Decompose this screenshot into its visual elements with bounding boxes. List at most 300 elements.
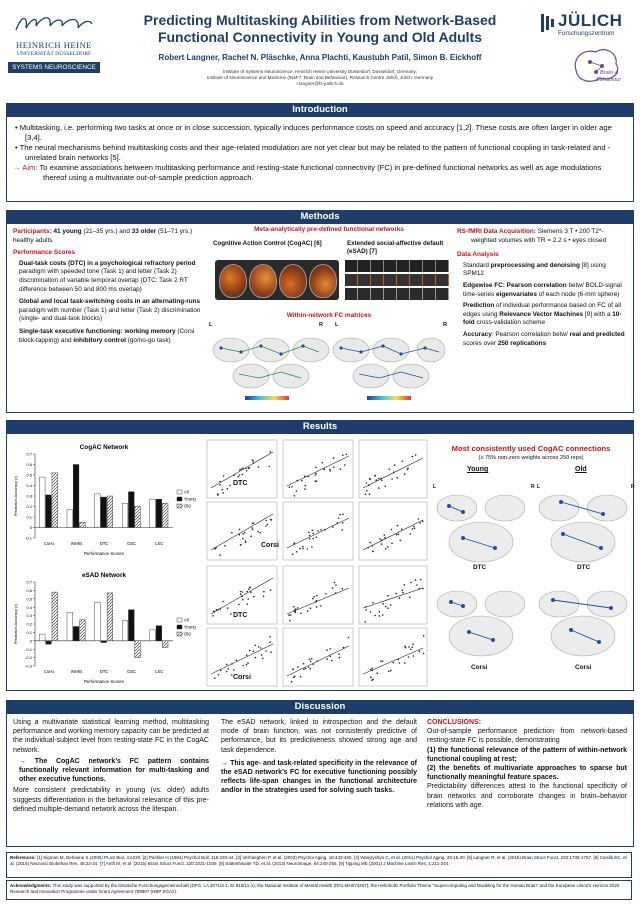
scatter-point [415, 454, 417, 456]
references-label: References: [10, 855, 36, 860]
legend-swatch [177, 632, 182, 636]
scatter-point [304, 476, 306, 478]
participants-young: 41 young [53, 228, 82, 235]
scatter-point [400, 540, 402, 542]
scatter-point [291, 486, 293, 488]
aim-arrow-icon: → [13, 163, 23, 172]
scatter-point [382, 661, 384, 663]
scatter-point [338, 517, 340, 519]
scatter-point [238, 604, 240, 606]
scatter-point [301, 480, 303, 482]
scatter-point [226, 664, 228, 666]
scatter-point [227, 607, 229, 609]
scatter-point [391, 478, 393, 480]
inm7-label-line2: Behaviour [596, 77, 622, 83]
authors: Robert Langner, Rachel N. Pläschke, Anna Plachti, Kaustubh Patil, Simon B. Eickhoff [158, 53, 482, 62]
scatter-point [342, 514, 344, 516]
connection-brains [433, 486, 633, 686]
scatter-point [387, 595, 389, 597]
scatter-point [326, 649, 328, 651]
scatter-point [379, 611, 381, 613]
references-text: [1] Sigman M, Dehaene S (2006) PLoS Biol, 4:e220. [2] Pashler H (1994) Psychol Bull, 116:220-44. [3] Verhaeghen P, et al. (2003) Psychol Aging, 18:443-460. [4] Wasylyshyn C, et al. (2011) Psychol Aging, 26:15-20. [5] Langner R, et al. (2015) Brain Struct Funct, 220:1739-1757. [6] Cieslik EC, et al. (2015) Neurosci Biobehav Rev, 48:22-34. [7] Amft M, et al. (2015) Brain Struct Funct, 220:1031-1049. [8] Satterthwaite TD, et al. (2013) NeuroImage, 64:240-256. [9] Tipping ME (2001) J Machine Learn Res, 1:211-244. [10, 855, 627, 866]
da1-post: [8] using SPM12 [463, 261, 606, 278]
scatter-point [293, 606, 295, 608]
scatter-point [398, 659, 400, 661]
cogac-brain-3 [279, 264, 307, 298]
methods-middle-column [207, 226, 451, 410]
scatter-point [292, 668, 294, 670]
scatter-point [371, 670, 373, 672]
scatter-point [342, 455, 344, 457]
data-analysis-heading: Data Analysis [457, 251, 499, 259]
y-axis-label: Prediction Accuracy (r) [13, 475, 18, 517]
cogac-label: Cognitive Action Control (CogAC) [6] [213, 240, 322, 247]
scatter-point [316, 595, 318, 597]
bar-gsc-all [122, 621, 128, 641]
conn-corsi-young-label: Corsi [471, 664, 488, 671]
scatter-point [222, 492, 224, 494]
scatter-point [412, 456, 414, 458]
da3-bold2: Relevance Vector Machines [499, 310, 584, 318]
scatter-point [309, 659, 311, 661]
discussion-box [6, 714, 634, 847]
glc-title: Global and local task-switching costs in an alternating-runs [19, 298, 201, 306]
scatter-point [258, 466, 260, 468]
bar-dtc-old [107, 593, 113, 641]
scatter-point [365, 606, 367, 608]
scatter-point [332, 526, 334, 528]
scatter-point [402, 592, 404, 594]
bar-inhib-young [73, 465, 79, 528]
old-label: Old [575, 466, 587, 473]
bar-lsc-young [156, 626, 162, 641]
scatter-point [308, 666, 310, 668]
scatter-point [340, 468, 342, 470]
scatter-point [242, 474, 244, 476]
y-tick-label: 0.4 [26, 604, 32, 610]
scatter-point [212, 615, 214, 617]
conn-dtc-young-label: DTC [473, 564, 487, 571]
scatter-point [267, 524, 269, 526]
intro-content [13, 123, 625, 183]
scatter-point [241, 595, 243, 597]
scatter-dtc-label-2: DTC [233, 612, 248, 619]
scatter-plots [205, 438, 429, 688]
scatter-point [291, 681, 293, 683]
scatter-point [297, 607, 299, 609]
scatter-point [342, 588, 344, 590]
scatter-point [290, 614, 292, 616]
scatter-point [398, 534, 400, 536]
scatter-point [289, 486, 291, 488]
scatter-point [331, 660, 333, 662]
da4-bold3: 250 replications [497, 339, 547, 347]
scatter-point [339, 514, 341, 516]
scatter-point [390, 604, 392, 606]
scatter-point [305, 668, 307, 670]
participants-label: Participants: [13, 228, 52, 235]
poster-title [110, 12, 530, 46]
scatter-point [391, 529, 393, 531]
scatter-point [296, 551, 298, 553]
scatter-point [334, 582, 336, 584]
scatter-point [221, 489, 223, 491]
scatter-point [384, 537, 386, 539]
discussion-col-1 [13, 718, 209, 814]
scatter-point [410, 582, 412, 584]
scatter-point [402, 590, 404, 592]
scatter-point [380, 660, 382, 662]
scatter-point [242, 599, 244, 601]
scatter-point [404, 584, 406, 586]
bar-inhib-young [73, 627, 79, 641]
hhu-signature-logo [12, 12, 96, 36]
scatter-point [250, 536, 252, 538]
intro-heading: Introduction [6, 103, 634, 117]
intro-bullet-2-text: The neural mechanisms behind multitasking costs and their age-related modulation are not yet clear but may be related to the pattern of functional coupling in task-related and -unrelated brain networks [5]. [19, 143, 611, 162]
da-accuracy [457, 331, 627, 348]
y-tick-label: 0 [29, 525, 32, 531]
chart-title: eSAD Network [81, 572, 127, 579]
bar-gsc-young [128, 610, 134, 641]
scatter-point [315, 473, 317, 475]
methods-heading: Methods [6, 210, 634, 224]
scatter-point [399, 597, 401, 599]
scatter-point [411, 647, 413, 649]
scatter-point [253, 522, 255, 524]
x-tick-label: GSC [127, 669, 137, 674]
da4-text: : Pearson correlation betw/ [491, 330, 568, 338]
scatter-point [399, 662, 401, 664]
bar-dtc-all [95, 494, 101, 528]
discussion-col-3 [427, 718, 627, 810]
scatter-point [419, 588, 421, 590]
scatter-point [408, 656, 410, 658]
scatter-point [289, 620, 291, 622]
cogac-bar-chart [11, 440, 201, 558]
scatter-point [333, 457, 335, 459]
scatter-point [246, 664, 248, 666]
scatter-point [409, 533, 411, 535]
y-tick-label: -0.1 [25, 646, 32, 652]
methods-box [6, 224, 634, 413]
fc-network-brains [211, 328, 447, 392]
scatter-point [326, 658, 328, 660]
bar-gsc-old [135, 641, 141, 658]
scatter-point [381, 543, 383, 545]
scatter-point [381, 480, 383, 482]
y-tick-label: 0.2 [26, 621, 32, 627]
bar-dtc-young [101, 497, 107, 527]
scatter-point [219, 554, 221, 556]
scatter-point [233, 669, 235, 671]
disc-c1-p2: → The CogAC network’s FC pattern contains functionally relevant information for multi-tasking and other executive functions. [19, 757, 209, 784]
da3-text3: cross-validation scheme [476, 319, 546, 327]
scatter-point [220, 670, 222, 672]
scatter-point [249, 650, 251, 652]
bar-lsc-young [156, 499, 162, 527]
scatter-point [269, 641, 271, 643]
conn-dtc-old-label: DTC [577, 564, 591, 571]
fc-brain-L2-label: L [335, 322, 339, 328]
sef-title2: inhibitory control [73, 336, 126, 344]
scatter-point [323, 469, 325, 471]
da4-bold: Accuracy [463, 330, 492, 338]
connections-subheading: (≥ 75% non-zero weights across 250 reps) [478, 455, 584, 461]
aim-label: Aim: [22, 163, 38, 172]
scatter-point [269, 636, 271, 638]
x-tick-label: DTC [99, 541, 109, 546]
scatter-point [243, 665, 245, 667]
y-tick-label: 0.3 [26, 493, 32, 499]
legend-label: Young [184, 496, 196, 502]
scatter-corsi-label-2: Corsi [233, 674, 251, 681]
bar-gsc-old [135, 507, 141, 528]
scatter-point [300, 676, 302, 678]
scatter-point [316, 660, 318, 662]
scatter-point [372, 678, 374, 680]
bar-dtc-old [107, 496, 113, 528]
systems-neuroscience-bar: SYSTEMS NEUROSCIENCE [8, 62, 100, 73]
conn-R-young: R [531, 484, 535, 490]
scatter-point [259, 532, 261, 534]
scatter-point [258, 646, 260, 648]
scatter-point [423, 653, 425, 655]
scatter-point [369, 479, 371, 481]
scatter-point [242, 538, 244, 540]
fc-colorbar-right [367, 396, 411, 400]
intro-bullet-2: • The neural mechanisms behind multitasking costs and their age-related modulation are not yet clear but may be related to the pattern of functional coupling in task-related and -unrelated brain networks [5]. [15, 143, 611, 162]
disc-c1-p1: Using a multivariate statistical learning method, multitasking performance and working memory capacity can be predicted at the individual-subject level from resting-state FC in the CogAC network. [13, 719, 209, 754]
scatter-point [401, 528, 403, 530]
scatter-point [404, 646, 406, 648]
x-tick-label: INHIB [70, 541, 82, 546]
methods-right-column [457, 228, 627, 348]
y-tick-label: -0.2 [25, 655, 32, 661]
scatter-point [379, 538, 381, 540]
da3-text2: [9] with a [584, 310, 611, 318]
scatter-point [226, 671, 228, 673]
scatter-point [387, 607, 389, 609]
scatter-point [367, 547, 369, 549]
dtc-title: Dual-task costs (DTC) in a psychological refractory period [19, 259, 196, 267]
bar-dtc-young [101, 641, 107, 643]
scatter-point [335, 584, 337, 586]
scatter-point [338, 653, 340, 655]
bar-lsc-all [150, 630, 156, 641]
scatter-point [240, 593, 242, 595]
scatter-point [248, 467, 250, 469]
scatter-point [255, 645, 257, 647]
disc-c1-p3: More consistent predictability in young (vs. older) adults suggests differentiation in the behavioral relevance of this pre-defined multiple-demand network across the lifespan. [13, 787, 209, 813]
scatter-point [293, 676, 295, 678]
scatter-corsi-label-1: Corsi [261, 542, 279, 549]
scatter-point [420, 579, 422, 581]
scatter-dtc-label-1: DTC [233, 480, 248, 487]
scatter-point [310, 607, 312, 609]
cogac-brain-2 [249, 264, 277, 298]
legend-swatch [177, 497, 182, 501]
scatter-point [253, 651, 255, 653]
scatter-point [244, 532, 246, 534]
scatter-point [248, 589, 250, 591]
scatter-point [387, 546, 389, 548]
scatter-point [320, 605, 322, 607]
scatter-point [222, 601, 224, 603]
scatter-point [237, 476, 239, 478]
bar-lsc-all [150, 499, 156, 527]
disc-c3-p2: (1) the functional relevance of the pattern of within-network functional coupling at rest; [427, 746, 627, 763]
scatter-point [335, 592, 337, 594]
bar-corsi-old [52, 592, 58, 641]
scatter-point [224, 545, 226, 547]
bar-corsi-all [39, 477, 45, 527]
scatter-point [214, 548, 216, 550]
sef-title: Single-task executive functioning: working memory [19, 327, 176, 335]
scatter-point [257, 531, 259, 533]
y-tick-label: -0.3 [25, 663, 32, 669]
y-tick-label: 0.6 [26, 462, 32, 468]
scatter-point [365, 494, 367, 496]
fc-brain-R-label: R [319, 322, 324, 328]
scatter-point [329, 470, 331, 472]
scatter-point [303, 669, 305, 671]
scatter-point [372, 602, 374, 604]
scatter-point [419, 650, 421, 652]
esad-label: Extended social-affective default (eSAD) [7] [347, 240, 444, 255]
scatter-point [218, 674, 220, 676]
scatter-point [313, 533, 315, 535]
scatter-point [404, 473, 406, 475]
scatter-point [292, 554, 294, 556]
legend-swatch [177, 618, 182, 622]
scatter-point [251, 527, 253, 529]
da2-text: betw/ BOLD-signal time-series [463, 281, 622, 298]
scatter-point [393, 471, 395, 473]
da3-bold3: 10-fold [463, 310, 622, 327]
scatter-point [339, 657, 341, 659]
intro-bullet-1: • Multitasking, i.e. performing two tasks at once or in close succession, typically induces performance costs on speed and accuracy [1,2]. These costs are often larger in older age [3,4]. [15, 123, 612, 142]
scatter-point [366, 482, 368, 484]
legend-swatch [177, 490, 182, 494]
juelich-logo [538, 8, 634, 90]
bar-gsc-young [128, 492, 134, 528]
scatter-point [227, 668, 229, 670]
scatter-point [364, 621, 366, 623]
rs-label: RS-fMRI Data Acquisition: [457, 228, 536, 235]
scatter-point [385, 486, 387, 488]
scatter-point [422, 588, 424, 590]
glc-text: paradigm with number (Task 1) and letter (Task 2) discrimination (single- and dual-task blocks) [19, 306, 201, 323]
inm7-label-line1: Brain & [600, 70, 619, 76]
da1-bold: preprocessing and denoising [490, 261, 580, 269]
scatter-point [369, 542, 371, 544]
scatter-point [313, 596, 315, 598]
legend-label: All [184, 489, 189, 495]
x-tick-label: INHIB [70, 669, 82, 674]
scatter-point [405, 647, 407, 649]
scatter-point [307, 610, 309, 612]
scatter-point [239, 469, 241, 471]
da2-bold2: eigenvariates [496, 290, 537, 298]
juelich-mark-icon [540, 12, 556, 34]
scatter-point [295, 608, 297, 610]
legend-swatch [177, 504, 182, 508]
scatter-point [384, 534, 386, 536]
acknowledgments [6, 880, 632, 900]
legend-label: Old [184, 503, 191, 509]
scatter-point [265, 525, 267, 527]
juelich-sub: Forschungszentrum [558, 30, 615, 37]
participants-older: 33 older [131, 228, 157, 235]
aim-text: To examine associations between multitasking performance and resting-state functional connectivity (FC) in pre-defined functional networks as well as age modulations thereof using a multivariate out-of-sample prediction approach. [39, 163, 602, 182]
bar-inhib-all [67, 612, 73, 641]
scatter-point [296, 490, 298, 492]
methods-left-column [13, 228, 205, 345]
scatter-point [385, 548, 387, 550]
da1-pre: Standard [463, 261, 489, 269]
legend-label: All [184, 617, 189, 623]
cogac-brain-1 [219, 264, 247, 298]
scatter-point [329, 656, 331, 658]
scatter-point [270, 651, 272, 653]
scatter-point [302, 546, 304, 548]
disc-c3-p1: Out-of-sample performance prediction from network-based resting-state FC is possible, demonstrating [427, 728, 627, 745]
scatter-point [308, 532, 310, 534]
scatter-point [370, 611, 372, 613]
scatter-point [231, 532, 233, 534]
da3-text: of individual performance based on FC of all edges using [463, 302, 622, 318]
scatter-point [239, 474, 241, 476]
conn-L-old: L [537, 484, 541, 490]
scatter-point [369, 493, 371, 495]
scatter-point [293, 543, 295, 545]
scatter-point [263, 591, 265, 593]
scatter-point [341, 529, 343, 531]
scatter-point [252, 529, 254, 531]
scatter-point [368, 484, 370, 486]
scatter-point [404, 662, 406, 664]
title-line1: Predicting Multitasking Abilities from Network-Based [143, 12, 497, 28]
acknowledgments-label: Acknowledgments: [10, 883, 52, 888]
glc-description [13, 298, 205, 324]
bar-corsi-all [39, 634, 45, 641]
scatter-point [379, 615, 381, 617]
scatter-point [304, 488, 306, 490]
fc-colorbar-left [245, 396, 289, 400]
x-tick-label: GSC [127, 541, 137, 546]
scatter-point [388, 671, 390, 673]
affiliations [110, 69, 530, 88]
scatter-point [365, 609, 367, 611]
scatter-point [242, 591, 244, 593]
sef-description [13, 328, 205, 345]
scatter-point [333, 466, 335, 468]
title-line2: Functional Connectivity in Young and Old Adults [157, 29, 483, 45]
scatter-point [218, 609, 220, 611]
scatter-point [265, 520, 267, 522]
y-axis-label: Prediction Accuracy (r) [13, 603, 18, 645]
esad-fc-brains [333, 338, 445, 388]
scatter-point [242, 468, 244, 470]
scatter-point [324, 529, 326, 531]
acknowledgments-text: This study was supported by the Deutsche Forschungsgemeinschaft (DFG, LA 3071/3-1, EI 816/11-1), the National Institute of Mental Health (R01-MH074457), the Helmholtz Portfolio Theme "Supercomputing and Modeling for the Human Brain" and the European Union's Horizon 2020 Research and Innovation Programme under Grant Agreement 785907 (HBP SGA2). [10, 883, 620, 894]
bar-corsi-young [46, 641, 52, 644]
y-tick-label: 0.6 [26, 588, 32, 593]
scatter-point [382, 614, 384, 616]
fc-brain-R2-label: R [443, 322, 448, 328]
scatter-point [296, 480, 298, 482]
